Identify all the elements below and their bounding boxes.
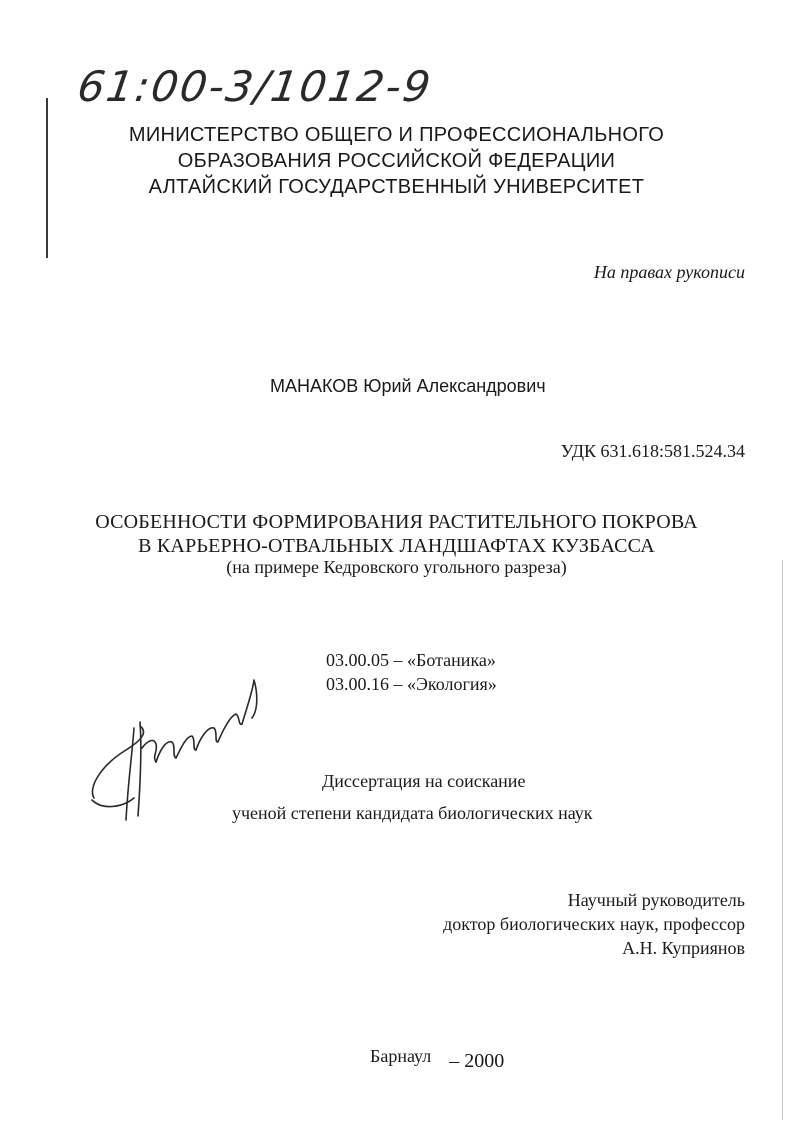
dissertation-title <box>0 510 793 558</box>
ministry-header <box>0 122 793 200</box>
university-line: АЛТАЙСКИЙ ГОСУДАРСТВЕННЫЙ УНИВЕРСИТЕТ <box>148 176 645 198</box>
ministry-line: ОБРАЗОВАНИЯ РОССИЙСКОЙ ФЕДЕРАЦИИ <box>177 150 616 172</box>
supervisor-name: А.Н. Куприянов <box>622 938 745 958</box>
author-name: МАНАКОВ Юрий Александрович <box>270 376 546 396</box>
supervisor-degree: доктор биологических наук, профессор <box>443 914 745 934</box>
specialty-codes <box>326 648 497 696</box>
supervisor-role: Научный руководитель <box>567 890 745 910</box>
dissertation-subtitle: (на примере Кедровского угольного разреза) <box>226 557 567 577</box>
specialty-item: 03.00.16 – «Экология» <box>326 674 497 694</box>
title-line: В КАРЬЕРНО-ОТВАЛЬНЫХ ЛАНДШАФТАХ КУЗБАССА <box>138 535 655 557</box>
place-and-year <box>370 1045 505 1072</box>
scan-edge-mark-right <box>782 560 783 1120</box>
specialty-item: 03.00.05 – «Ботаника» <box>326 650 496 670</box>
degree-line: ученой степени кандидата биологических наук <box>232 803 593 823</box>
manuscript-rights-note: На правах рукописи <box>593 262 745 282</box>
udc-code: УДК 631.618:581.524.34 <box>560 441 745 461</box>
ministry-line: МИНИСТЕРСТВО ОБЩЕГО И ПРОФЕССИОНАЛЬНОГО <box>128 124 665 146</box>
city: Барнаул <box>370 1046 432 1066</box>
degree-line: Диссертация на соискание <box>322 771 526 791</box>
scientific-supervisor <box>443 888 745 960</box>
handwritten-call-number: 61:00-3/1012-9 <box>74 62 436 111</box>
year: – 2000 <box>449 1050 505 1072</box>
title-line: ОСОБЕННОСТИ ФОРМИРОВАНИЯ РАСТИТЕЛЬНОГО ПОКРОВА <box>95 511 698 533</box>
degree-statement <box>0 765 793 829</box>
